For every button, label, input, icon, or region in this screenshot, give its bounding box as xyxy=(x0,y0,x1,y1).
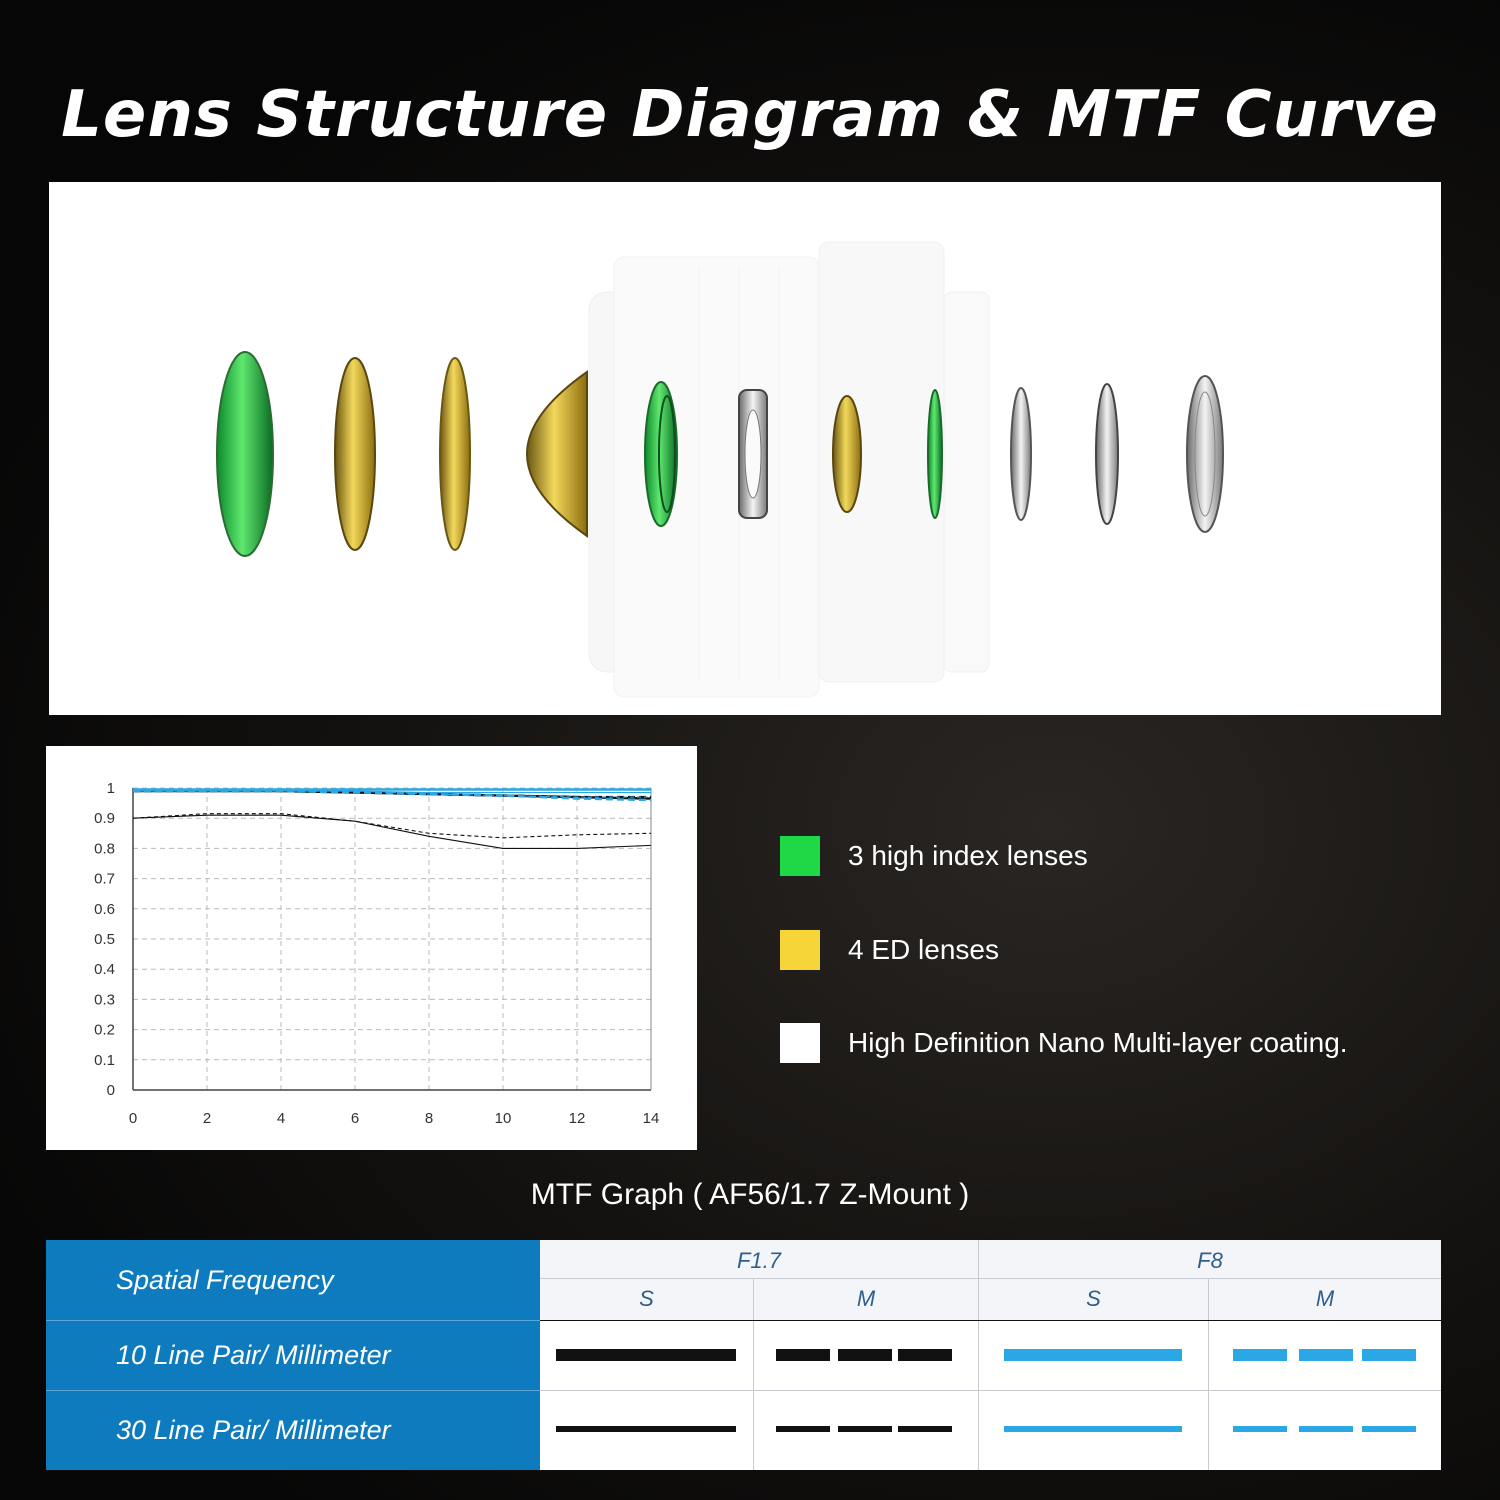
line-sample-f17-m-10a xyxy=(776,1349,830,1361)
lens-element-4 xyxy=(527,372,587,536)
line-sample-f8-m-30c xyxy=(1362,1426,1416,1432)
x-tick-label: 6 xyxy=(350,1110,360,1127)
lens-element-8 xyxy=(928,390,942,518)
y-tick-label: 0.3 xyxy=(94,991,115,1009)
line-sample-f17-m-30a xyxy=(776,1426,830,1432)
y-tick-label: 0.1 xyxy=(94,1051,115,1069)
line-sample-f8-s-30 xyxy=(1004,1426,1182,1432)
sub-f8-s: S xyxy=(1086,1286,1101,1311)
line-sample-f8-m-10c xyxy=(1362,1349,1416,1361)
row-label: 30 Line Pair/ Millimeter xyxy=(116,1415,391,1445)
y-tick-label: 0.2 xyxy=(94,1021,115,1039)
sub-f8-m: M xyxy=(1315,1286,1335,1311)
y-tick-label: 0.8 xyxy=(94,840,115,858)
line-sample-f8-m-10a xyxy=(1233,1349,1287,1361)
y-tick-label: 0 xyxy=(106,1082,115,1099)
line-sample-f8-m-30a xyxy=(1233,1426,1287,1432)
lens-elements-illustration xyxy=(49,182,1441,715)
spatial-frequency-label: Spatial Frequency xyxy=(116,1264,334,1295)
sub-f17-s: S xyxy=(639,1286,654,1311)
line-sample-f8-s-10 xyxy=(1004,1349,1182,1361)
line-sample-f8-m-30b xyxy=(1299,1426,1353,1432)
line-sample-f17-m-30b xyxy=(838,1426,892,1432)
mtf-legend-table xyxy=(46,1240,1441,1470)
mtf-series-F17-m-30 xyxy=(133,814,651,838)
mtf-chart xyxy=(46,746,697,1150)
lens-element-6 xyxy=(739,390,767,518)
row-30lpmm-header xyxy=(46,1391,540,1470)
legend-swatch-green xyxy=(780,836,820,876)
table-header-area xyxy=(540,1240,1441,1320)
y-tick-label: 0.7 xyxy=(94,870,115,888)
lens-element-7 xyxy=(833,396,861,512)
legend-item-coating xyxy=(780,1023,1460,1063)
page-title: Lens Structure Diagram & MTF Curve xyxy=(61,78,1439,152)
legend-item-ed xyxy=(780,930,1460,970)
line-sample-f17-s-10 xyxy=(556,1349,736,1361)
legend-swatch-yellow xyxy=(780,930,820,970)
legend-label: 3 high index lenses xyxy=(848,840,1088,871)
line-sample-f17-m-10c xyxy=(898,1349,952,1361)
lens-structure-diagram xyxy=(49,182,1441,715)
legend-swatch-white xyxy=(780,1023,820,1063)
mtf-series-F17-s-30 xyxy=(133,815,651,848)
legend-item-high-index xyxy=(780,836,1460,876)
line-sample-f17-m-10b xyxy=(838,1349,892,1361)
lens-element-5 xyxy=(645,382,677,526)
x-tick-label: 0 xyxy=(128,1110,138,1127)
mtf-chart-svg xyxy=(46,746,697,1150)
row-10lpmm-header xyxy=(46,1321,540,1390)
group-f8-label: F8 xyxy=(1197,1248,1223,1273)
legend-label: 4 ED lenses xyxy=(848,934,999,965)
line-sample-f8-m-10b xyxy=(1299,1349,1353,1361)
x-tick-label: 2 xyxy=(202,1110,212,1127)
lens-element-2 xyxy=(335,358,375,550)
legend-label: High Definition Nano Multi-layer coating. xyxy=(848,1027,1348,1058)
y-tick-label: 0.9 xyxy=(94,810,115,828)
x-tick-label: 14 xyxy=(642,1110,660,1127)
y-tick-label: 1 xyxy=(106,780,115,797)
x-tick-label: 4 xyxy=(276,1110,286,1127)
lens-element-11 xyxy=(1187,376,1223,532)
line-sample-f17-m-30c xyxy=(898,1426,952,1432)
sub-f17-m: M xyxy=(856,1286,876,1311)
table-body xyxy=(540,1321,1441,1470)
lens-element-10 xyxy=(1096,384,1118,524)
group-f17-label: F1.7 xyxy=(736,1248,782,1273)
y-tick-label: 0.6 xyxy=(94,900,115,918)
x-tick-label: 8 xyxy=(424,1110,434,1127)
lens-element-3 xyxy=(440,358,470,550)
line-sample-f17-s-30 xyxy=(556,1426,736,1432)
y-tick-label: 0.4 xyxy=(94,961,115,979)
row-label: 10 Line Pair/ Millimeter xyxy=(116,1340,391,1370)
lens-element-9 xyxy=(1011,388,1031,520)
mtf-caption: MTF Graph ( AF56/1.7 Z-Mount ) xyxy=(530,1178,970,1211)
lens-element-1 xyxy=(217,352,273,556)
x-tick-label: 10 xyxy=(494,1110,512,1127)
y-tick-label: 0.5 xyxy=(94,931,115,948)
spatial-frequency-header xyxy=(46,1240,540,1320)
x-tick-label: 12 xyxy=(568,1110,586,1127)
